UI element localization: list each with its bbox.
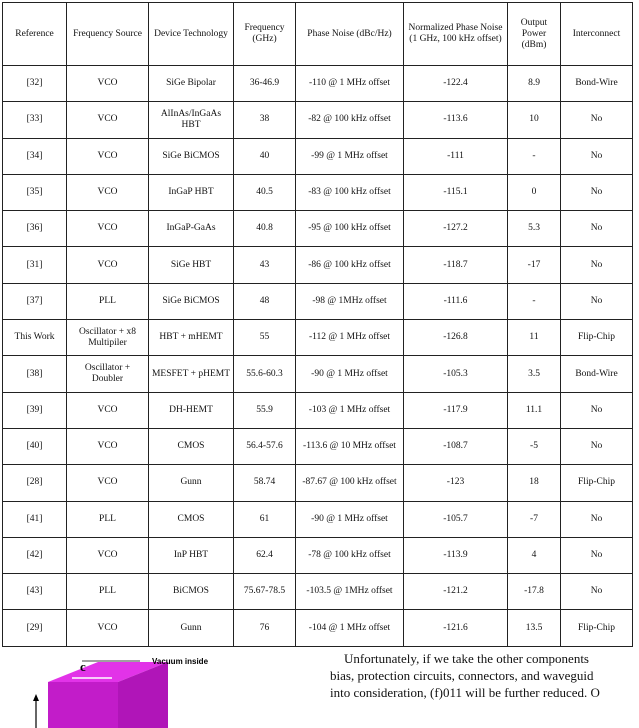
cell-normalized-phase-noise: -126.8 bbox=[404, 320, 508, 356]
cell-output-power: 13.5 bbox=[508, 610, 561, 646]
header-device-technology: Device Technology bbox=[149, 3, 234, 66]
cell-frequency-source: PLL bbox=[67, 283, 149, 319]
cell-interconnect: No bbox=[561, 392, 633, 428]
cell-reference: [38] bbox=[3, 356, 67, 392]
cell-frequency-source: VCO bbox=[67, 428, 149, 464]
cell-device-technology: BiCMOS bbox=[149, 574, 234, 610]
cell-phase-noise: -87.67 @ 100 kHz offset bbox=[296, 465, 404, 501]
cell-frequency: 58.74 bbox=[234, 465, 296, 501]
cell-normalized-phase-noise: -111.6 bbox=[404, 283, 508, 319]
table-row bbox=[3, 174, 633, 210]
cell-interconnect: No bbox=[561, 537, 633, 573]
table-row bbox=[3, 392, 633, 428]
cell-interconnect: No bbox=[561, 247, 633, 283]
header-frequency: Frequency (GHz) bbox=[234, 3, 296, 66]
cell-output-power: 18 bbox=[508, 465, 561, 501]
cell-device-technology: Gunn bbox=[149, 465, 234, 501]
cell-reference: [36] bbox=[3, 211, 67, 247]
cell-frequency-source: PLL bbox=[67, 501, 149, 537]
cell-frequency: 55 bbox=[234, 320, 296, 356]
cell-device-technology: Gunn bbox=[149, 610, 234, 646]
label-vacuum-inside: Vacuum inside bbox=[152, 657, 209, 666]
table-row bbox=[3, 102, 633, 138]
cell-normalized-phase-noise: -113.9 bbox=[404, 537, 508, 573]
cell-interconnect: No bbox=[561, 574, 633, 610]
cell-device-technology: SiGe Bipolar bbox=[149, 66, 234, 102]
cell-reference: [39] bbox=[3, 392, 67, 428]
cell-output-power: -5 bbox=[508, 428, 561, 464]
cell-normalized-phase-noise: -113.6 bbox=[404, 102, 508, 138]
cell-phase-noise: -113.6 @ 10 MHz offset bbox=[296, 428, 404, 464]
cell-interconnect: Flip-Chip bbox=[561, 320, 633, 356]
label-c: c bbox=[80, 659, 86, 674]
cell-output-power: -7 bbox=[508, 501, 561, 537]
table-header-row bbox=[3, 3, 633, 66]
cell-normalized-phase-noise: -121.2 bbox=[404, 574, 508, 610]
cell-normalized-phase-noise: -105.3 bbox=[404, 356, 508, 392]
cell-output-power: 3.5 bbox=[508, 356, 561, 392]
cell-reference: [40] bbox=[3, 428, 67, 464]
cell-normalized-phase-noise: -127.2 bbox=[404, 211, 508, 247]
cell-device-technology: InGaP HBT bbox=[149, 174, 234, 210]
cell-reference: [29] bbox=[3, 610, 67, 646]
cell-phase-noise: -99 @ 1 MHz offset bbox=[296, 138, 404, 174]
table-row bbox=[3, 537, 633, 573]
cell-device-technology: DH-HEMT bbox=[149, 392, 234, 428]
cell-frequency-source: VCO bbox=[67, 537, 149, 573]
cell-frequency: 55.6-60.3 bbox=[234, 356, 296, 392]
header-frequency-source: Frequency Source bbox=[67, 3, 149, 66]
cell-frequency-source: VCO bbox=[67, 392, 149, 428]
cell-frequency: 56.4-57.6 bbox=[234, 428, 296, 464]
body-line-2: bias, protection circuits, connectors, and waveguid bbox=[330, 668, 594, 683]
cell-phase-noise: -90 @ 1 MHz offset bbox=[296, 356, 404, 392]
cell-phase-noise: -86 @ 100 kHz offset bbox=[296, 247, 404, 283]
arrow-head-icon bbox=[33, 694, 39, 701]
cell-frequency-source: VCO bbox=[67, 610, 149, 646]
cell-phase-noise: -95 @ 100 kHz offset bbox=[296, 211, 404, 247]
cell-reference: [28] bbox=[3, 465, 67, 501]
cell-frequency-source: PLL bbox=[67, 574, 149, 610]
cell-frequency: 76 bbox=[234, 610, 296, 646]
table-row bbox=[3, 356, 633, 392]
cell-device-technology: SiGe HBT bbox=[149, 247, 234, 283]
table-row bbox=[3, 320, 633, 356]
body-line-1: Unfortunately, if we take the other components bbox=[344, 651, 589, 666]
cell-reference: [32] bbox=[3, 66, 67, 102]
cell-normalized-phase-noise: -121.6 bbox=[404, 610, 508, 646]
cell-frequency: 75.67-78.5 bbox=[234, 574, 296, 610]
cell-frequency-source: VCO bbox=[67, 465, 149, 501]
cell-device-technology: SiGe BiCMOS bbox=[149, 138, 234, 174]
cell-device-technology: AlInAs/InGaAs HBT bbox=[149, 102, 234, 138]
cell-output-power: 11.1 bbox=[508, 392, 561, 428]
cell-frequency: 61 bbox=[234, 501, 296, 537]
cavity-left-face bbox=[48, 682, 118, 728]
cell-interconnect: No bbox=[561, 211, 633, 247]
table-row bbox=[3, 428, 633, 464]
table-row bbox=[3, 283, 633, 319]
cell-reference: [41] bbox=[3, 501, 67, 537]
cell-frequency: 55.9 bbox=[234, 392, 296, 428]
table-row bbox=[3, 211, 633, 247]
cell-frequency: 40.8 bbox=[234, 211, 296, 247]
cell-device-technology: CMOS bbox=[149, 428, 234, 464]
cell-normalized-phase-noise: -122.4 bbox=[404, 66, 508, 102]
cavity-figure bbox=[0, 654, 300, 728]
cell-output-power: 4 bbox=[508, 537, 561, 573]
cell-reference: [33] bbox=[3, 102, 67, 138]
cell-device-technology: SiGe BiCMOS bbox=[149, 283, 234, 319]
cell-reference: [34] bbox=[3, 138, 67, 174]
body-line-3: into consideration, (f)011 will be further reduced. O bbox=[330, 685, 600, 700]
cell-frequency-source: VCO bbox=[67, 138, 149, 174]
cell-interconnect: No bbox=[561, 428, 633, 464]
table-row bbox=[3, 465, 633, 501]
cell-phase-noise: -112 @ 1 MHz offset bbox=[296, 320, 404, 356]
cell-frequency: 62.4 bbox=[234, 537, 296, 573]
cell-frequency: 36-46.9 bbox=[234, 66, 296, 102]
cell-normalized-phase-noise: -118.7 bbox=[404, 247, 508, 283]
cell-normalized-phase-noise: -123 bbox=[404, 465, 508, 501]
cell-phase-noise: -83 @ 100 kHz offset bbox=[296, 174, 404, 210]
cell-normalized-phase-noise: -115.1 bbox=[404, 174, 508, 210]
cell-frequency: 38 bbox=[234, 102, 296, 138]
cell-normalized-phase-noise: -117.9 bbox=[404, 392, 508, 428]
table-row bbox=[3, 247, 633, 283]
cell-frequency: 48 bbox=[234, 283, 296, 319]
cell-reference: [31] bbox=[3, 247, 67, 283]
cell-interconnect: No bbox=[561, 283, 633, 319]
cell-interconnect: No bbox=[561, 174, 633, 210]
cell-device-technology: InGaP-GaAs bbox=[149, 211, 234, 247]
cell-device-technology: CMOS bbox=[149, 501, 234, 537]
cell-reference: [43] bbox=[3, 574, 67, 610]
table-row bbox=[3, 501, 633, 537]
table-row bbox=[3, 66, 633, 102]
cell-frequency-source: Oscillator + x8 Multipiler bbox=[67, 320, 149, 356]
cell-interconnect: No bbox=[561, 102, 633, 138]
cell-frequency-source: Oscillator + Doubler bbox=[67, 356, 149, 392]
cell-phase-noise: -90 @ 1 MHz offset bbox=[296, 501, 404, 537]
cell-output-power: 10 bbox=[508, 102, 561, 138]
cell-frequency-source: VCO bbox=[67, 66, 149, 102]
table-row bbox=[3, 610, 633, 646]
cell-normalized-phase-noise: -111 bbox=[404, 138, 508, 174]
cell-phase-noise: -104 @ 1 MHz offset bbox=[296, 610, 404, 646]
table-row bbox=[3, 138, 633, 174]
cell-interconnect: Bond-Wire bbox=[561, 356, 633, 392]
cell-output-power: 0 bbox=[508, 174, 561, 210]
cell-device-technology: MESFET + pHEMT bbox=[149, 356, 234, 392]
table-row bbox=[3, 574, 633, 610]
cell-reference: This Work bbox=[3, 320, 67, 356]
cell-frequency: 40 bbox=[234, 138, 296, 174]
cell-normalized-phase-noise: -108.7 bbox=[404, 428, 508, 464]
cell-reference: [35] bbox=[3, 174, 67, 210]
cell-interconnect: Bond-Wire bbox=[561, 66, 633, 102]
cell-phase-noise: -98 @ 1MHz offset bbox=[296, 283, 404, 319]
cell-phase-noise: -110 @ 1 MHz offset bbox=[296, 66, 404, 102]
comparison-table bbox=[2, 2, 633, 647]
cell-reference: [37] bbox=[3, 283, 67, 319]
cell-output-power: -17.8 bbox=[508, 574, 561, 610]
cell-output-power: 11 bbox=[508, 320, 561, 356]
cell-frequency-source: VCO bbox=[67, 247, 149, 283]
cavity-box-illustration bbox=[0, 654, 300, 728]
cell-interconnect: No bbox=[561, 501, 633, 537]
cell-normalized-phase-noise: -105.7 bbox=[404, 501, 508, 537]
body-paragraph bbox=[330, 650, 639, 701]
cell-device-technology: InP HBT bbox=[149, 537, 234, 573]
header-normalized-phase-noise: Normalized Phase Noise (1 GHz, 100 kHz offset) bbox=[404, 3, 508, 66]
cell-frequency: 43 bbox=[234, 247, 296, 283]
cell-output-power: 5.3 bbox=[508, 211, 561, 247]
cell-frequency-source: VCO bbox=[67, 102, 149, 138]
cell-output-power: 8.9 bbox=[508, 66, 561, 102]
cell-frequency-source: VCO bbox=[67, 174, 149, 210]
cell-output-power: -17 bbox=[508, 247, 561, 283]
cell-device-technology: HBT + mHEMT bbox=[149, 320, 234, 356]
header-interconnect: Interconnect bbox=[561, 3, 633, 66]
cell-frequency: 40.5 bbox=[234, 174, 296, 210]
header-phase-noise: Phase Noise (dBc/Hz) bbox=[296, 3, 404, 66]
cell-output-power: - bbox=[508, 283, 561, 319]
cell-interconnect: No bbox=[561, 138, 633, 174]
cell-phase-noise: -78 @ 100 kHz offset bbox=[296, 537, 404, 573]
header-reference: Reference bbox=[3, 3, 67, 66]
cell-reference: [42] bbox=[3, 537, 67, 573]
cell-frequency-source: VCO bbox=[67, 211, 149, 247]
cell-interconnect: Flip-Chip bbox=[561, 465, 633, 501]
cell-phase-noise: -82 @ 100 kHz offset bbox=[296, 102, 404, 138]
cell-output-power: - bbox=[508, 138, 561, 174]
cell-phase-noise: -103 @ 1 MHz offset bbox=[296, 392, 404, 428]
cell-interconnect: Flip-Chip bbox=[561, 610, 633, 646]
header-output-power: Output Power (dBm) bbox=[508, 3, 561, 66]
cell-phase-noise: -103.5 @ 1MHz offset bbox=[296, 574, 404, 610]
